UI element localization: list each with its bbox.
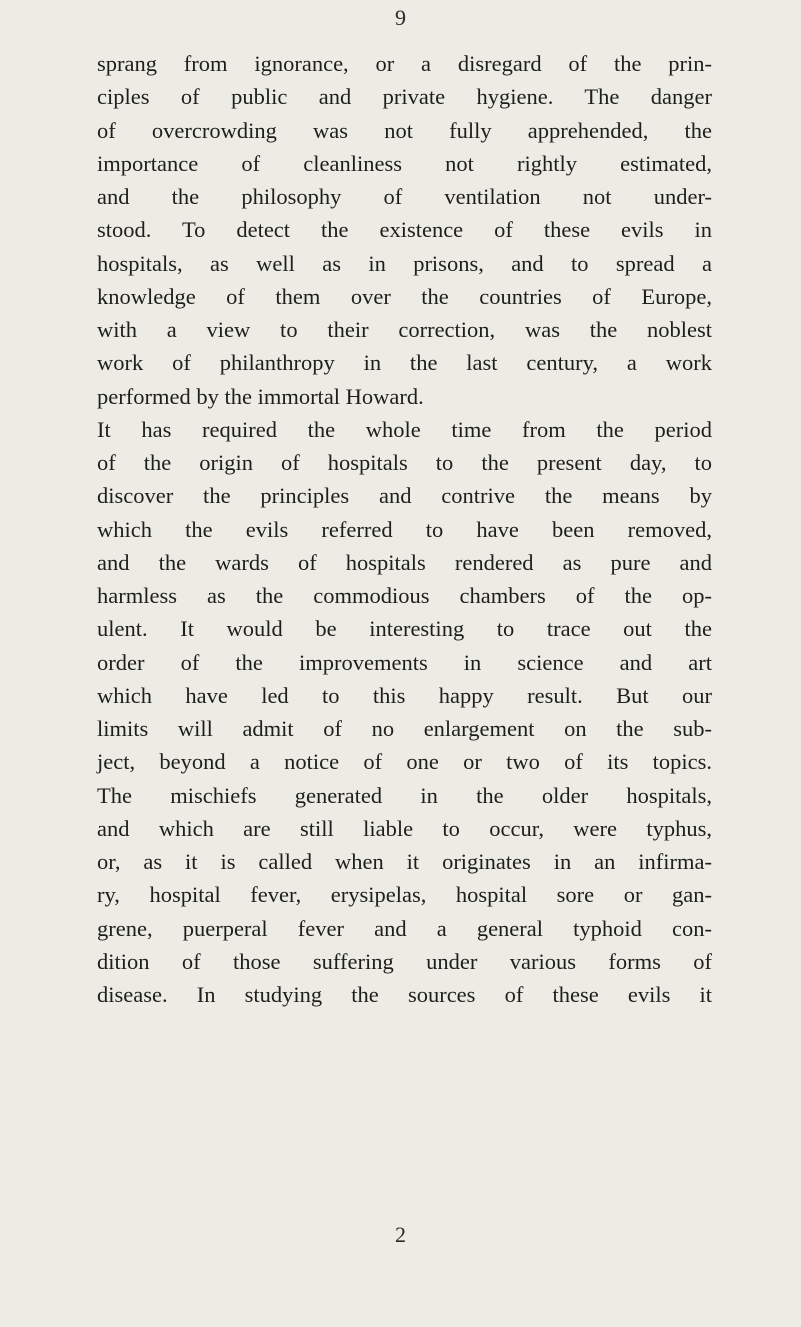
text-line: discover the principles and contrive the means by	[97, 483, 712, 509]
text-line: ciples of public and private hygiene. The danger	[97, 84, 712, 110]
text-line: ulent. It would be interesting to trace out the	[97, 616, 712, 642]
text-line: with a view to their correction, was the noblest	[97, 317, 712, 342]
text-line: hospitals, as well as in prisons, and to spread a	[97, 250, 712, 276]
paragraph-end-line: performed by the immortal Howard.	[97, 383, 424, 409]
text-line: stood. To detect the existence of these evils in	[97, 217, 712, 243]
text-line: and the wards of hospitals rendered as pure and	[97, 549, 712, 575]
text-line: of overcrowding was not fully apprehended, the	[97, 117, 712, 143]
page-number: 9	[395, 5, 406, 30]
text-line: or, as it is called when it originates in an infirma-	[97, 849, 712, 874]
text-line: ject, beyond a notice of one or two of its topics.	[97, 749, 712, 775]
text-line: dition of those suffering under various forms of	[97, 948, 712, 974]
text-line: which have led to this happy result. But our	[97, 682, 712, 708]
text-line: limits will admit of no enlargement on the sub-	[97, 716, 712, 741]
text-line: knowledge of them over the countries of Europe,	[97, 283, 712, 309]
text-line: disease. In studying the sources of these evils it	[97, 982, 712, 1007]
text-line: and the philosophy of ventilation not under-	[97, 184, 712, 209]
paragraph-start-line: It has required the whole time from the period	[97, 416, 712, 442]
text-line: and which are still liable to occur, were typhus,	[97, 815, 712, 841]
text-line: ry, hospital fever, erysipelas, hospital sore or gan-	[97, 882, 712, 908]
text-line: which the evils referred to have been removed,	[97, 516, 712, 542]
text-line: order of the improvements in science and art	[97, 649, 712, 675]
signature-mark: 2	[395, 1222, 406, 1247]
text-line: harmless as the commodious chambers of the op-	[97, 583, 712, 608]
text-line: of the origin of hospitals to the present day, to	[97, 450, 712, 475]
paragraph-start-line: The mischiefs generated in the older hospitals,	[97, 782, 712, 808]
text-line: grene, puerperal fever and a general typhoid con-	[97, 915, 712, 941]
body-text	[97, 47, 712, 1011]
text-line: importance of cleanliness not rightly estimated,	[97, 150, 712, 176]
text-line: work of philanthropy in the last century, a work	[97, 350, 712, 376]
text-line: sprang from ignorance, or a disregard of the prin-	[97, 51, 712, 76]
